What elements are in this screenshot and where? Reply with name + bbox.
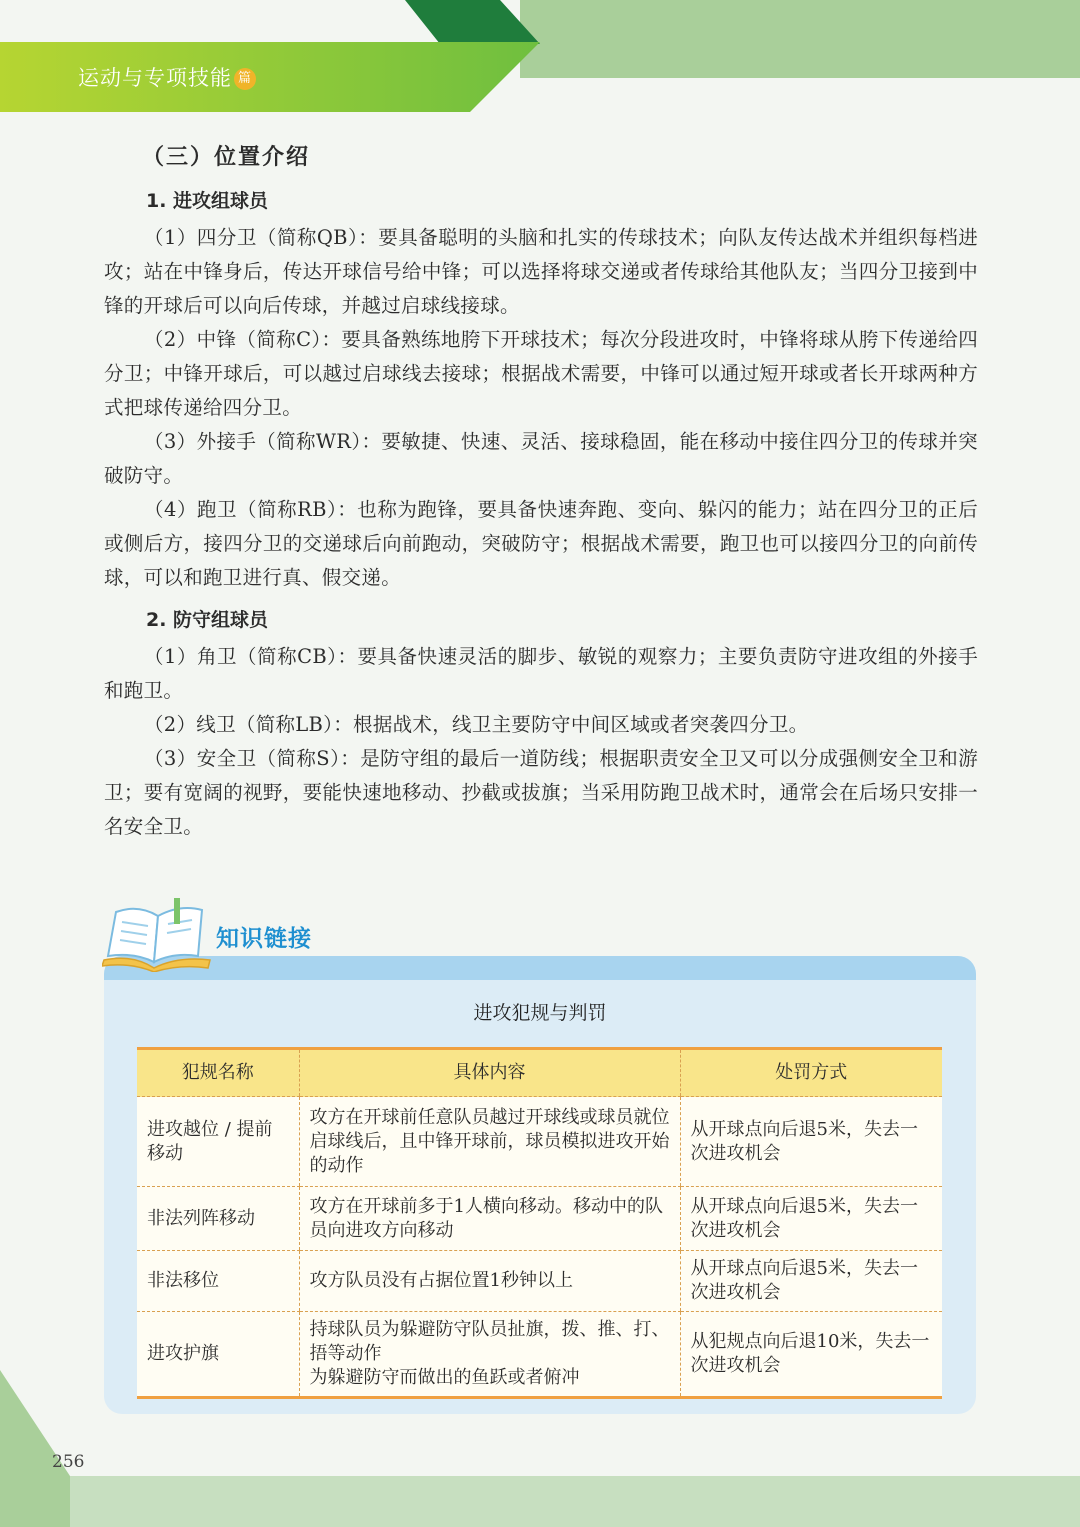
- paragraph-safety: （3）安全卫（简称S）：是防守组的最后一道防线；根据职责安全卫又可以分成强侧安全卫和游卫；要有宽阔的视野，要能快速地移动、抄截或拔旗；当采用防跑卫战术时，通常会在后场只安排一名安全卫。: [104, 747, 978, 838]
- table-row: [137, 1097, 942, 1187]
- paragraph-wr: （3）外接手（简称WR）：要敏捷、快速、灵活、接球稳固，能在移动中接住四分卫的传球并突破防守。: [104, 430, 978, 487]
- section-title: （三）位置介绍: [142, 144, 311, 170]
- footer-band: [0, 1476, 1080, 1527]
- knowledge-box-topbar: [104, 956, 976, 980]
- paragraph-lb: （2）线卫（简称LB）：根据战术，线卫主要防守中间区域或者突袭四分卫。: [144, 713, 809, 736]
- table-cell: 攻方在开球前多于1人横向移动。移动中的队员向进攻方向移动: [299, 1187, 680, 1251]
- table-cell: 从开球点向后退5米，失去一次进攻机会: [680, 1251, 942, 1312]
- table-cell: 攻方队员没有占据位置1秒钟以上: [299, 1251, 680, 1312]
- header-title: 运动与专项技能 篇: [78, 62, 256, 92]
- table-cell: 从开球点向后退5米，失去一次进攻机会: [680, 1097, 942, 1187]
- table-row: [137, 1187, 942, 1251]
- table-cell: 非法列阵移动: [137, 1187, 299, 1251]
- penalty-table: [137, 1047, 942, 1399]
- table-cell: 非法移位: [137, 1251, 299, 1312]
- table-row: [137, 1251, 942, 1312]
- table-cell: 进攻护旗: [137, 1312, 299, 1398]
- paragraph-cb: （1）角卫（简称CB）：要具备快速灵活的脚步、敏锐的观察力；主要负责防守进攻组的外接手和跑卫。: [104, 645, 978, 702]
- defense-subtitle: 2. 防守组球员: [146, 609, 269, 631]
- paragraph-center: （2）中锋（简称C）：要具备熟练地胯下开球技术；每次分段进攻时，中锋将球从胯下传递给四分卫；中锋开球后，可以越过启球线去接球；根据战术需要，中锋可以通过短开球或者长开球两种方式把球传递给四分卫。: [104, 328, 978, 419]
- column-header: 具体内容: [299, 1049, 680, 1097]
- table-cell: 从犯规点向后退10米，失去一次进攻机会: [680, 1312, 942, 1398]
- table-cell: 攻方在开球前任意队员越过开球线或球员就位启球线后，且中锋开球前，球员模拟进攻开始的动作: [299, 1097, 680, 1187]
- knowledge-link-label: 知识链接: [216, 926, 312, 952]
- page-number: 256: [52, 1452, 85, 1472]
- table-header-row: [137, 1049, 942, 1097]
- paragraph-rb: （4）跑卫（简称RB）：也称为跑锋，要具备快速奔跑、变向、躲闪的能力；站在四分卫的正后或侧后方，接四分卫的交递球后向前跑动，突破防守；根据战术需要，跑卫也可以接四分卫的向前传球，可以和跑卫进行真、假交递。: [104, 498, 978, 589]
- open-book-icon: [102, 898, 214, 972]
- table-cell: 进攻越位 / 提前移动: [137, 1097, 299, 1187]
- table-cell: 持球队员为躲避防守队员扯旗，拨、推、打、捂等动作 为躲避防守而做出的鱼跃或者俯冲: [299, 1312, 680, 1398]
- header-dark-stripe: [0, 0, 540, 44]
- table-cell: 从开球点向后退5米，失去一次进攻机会: [680, 1187, 942, 1251]
- column-header: 处罚方式: [680, 1049, 942, 1097]
- chapter-badge-icon: 篇: [234, 68, 256, 90]
- table-row: [137, 1312, 942, 1398]
- offense-subtitle: 1. 进攻组球员: [146, 190, 269, 212]
- table-title: 进攻犯规与判罚: [473, 1002, 607, 1024]
- header-band-right: [520, 0, 1080, 78]
- footer-corner-triangle: [0, 1370, 70, 1527]
- column-header: 犯规名称: [137, 1049, 299, 1097]
- paragraph-qb: （1）四分卫（简称QB）：要具备聪明的头脑和扎实的传球技术；向队友传达战术并组织每档进攻；站在中锋身后，传达开球信号给中锋；可以选择将球交递或者传球给其他队友；当四分卫接到中锋的开球后可以向后传球，并越过启球线接球。: [104, 226, 978, 317]
